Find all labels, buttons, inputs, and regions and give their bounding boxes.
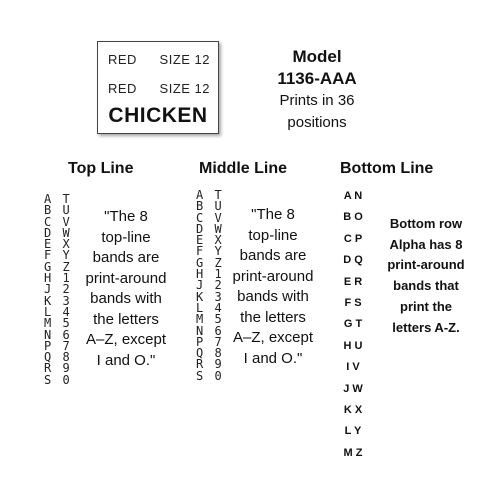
list-item: E X <box>44 237 72 252</box>
desc-line: "The 8 <box>251 206 295 223</box>
desc-line: print-around <box>387 257 465 273</box>
list-item: J 2 <box>196 278 224 293</box>
list-item: P 7 <box>44 338 72 353</box>
desc-line: A–Z, except <box>85 331 167 348</box>
desc-line: print-around <box>85 269 167 287</box>
list-item: J W <box>343 382 363 395</box>
desc-line: "The 8 <box>104 208 148 225</box>
label-line-2 <box>108 81 210 96</box>
top-line-description <box>66 207 186 371</box>
list-item: E X <box>196 233 224 248</box>
list-item: I V <box>346 361 360 374</box>
list-item: R 9 <box>44 361 72 376</box>
list-item: J 2 <box>44 282 72 297</box>
desc-line: bands with <box>237 288 309 305</box>
list-item: A T <box>44 192 72 206</box>
desc-line: I and O." <box>96 351 156 369</box>
list-item: E R <box>343 275 363 288</box>
list-item: M 5 <box>44 316 72 331</box>
bottom-line-heading: Bottom Line <box>340 160 434 177</box>
desc-line: the letters <box>93 310 159 328</box>
list-item: H 1 <box>44 271 72 286</box>
desc-line: bands are <box>239 247 307 264</box>
list-item: L Y <box>344 425 362 438</box>
list-item: M 5 <box>196 312 224 327</box>
top-line-heading: Top Line <box>68 160 134 177</box>
list-item: L 4 <box>196 300 224 315</box>
list-item: P 7 <box>196 334 224 349</box>
label-line-1-right: SIZE 12 <box>159 52 210 67</box>
list-item: D Q <box>343 254 363 267</box>
label-line-2-right: SIZE 12 <box>159 81 210 96</box>
label-line-1 <box>108 52 210 67</box>
desc-line: I and O." <box>243 349 303 367</box>
desc-line: bands with <box>90 290 162 307</box>
desc-line: bands that <box>393 278 459 294</box>
label-line-3: CHICKEN <box>108 104 208 127</box>
list-item: M Z <box>343 446 363 459</box>
label-line-2-left: RED <box>108 81 137 96</box>
list-item: N 6 <box>196 323 224 338</box>
list-item: C V <box>196 210 224 225</box>
desc-line: A–Z, except <box>232 329 314 346</box>
list-item: R 9 <box>196 357 224 372</box>
list-item: F S <box>344 296 362 309</box>
list-item: B U <box>44 203 72 218</box>
list-item: K 3 <box>44 293 72 308</box>
list-item: G T <box>343 318 363 331</box>
middle-line-heading: Middle Line <box>199 160 287 177</box>
desc-line: Bottom row <box>389 216 463 231</box>
list-item: B U <box>196 199 224 214</box>
desc-line: print-around <box>232 267 314 285</box>
model-title: Model <box>292 47 342 66</box>
label-line-1-left: RED <box>108 52 137 67</box>
list-item: G Z <box>44 259 72 274</box>
list-item: B O <box>343 211 363 224</box>
list-item: H 1 <box>196 267 224 282</box>
list-item: S 0 <box>44 372 72 387</box>
list-item: D W <box>44 225 72 240</box>
list-item: F Y <box>196 244 224 259</box>
list-item: K 3 <box>196 289 224 304</box>
list-item: S 0 <box>196 368 224 383</box>
list-item: D W <box>196 221 224 236</box>
desc-line: Alpha has 8 <box>389 236 463 252</box>
desc-line: print the <box>400 298 452 314</box>
list-item: C P <box>343 232 363 245</box>
list-item: K X <box>343 403 363 416</box>
desc-line: letters A-Z. <box>392 319 460 335</box>
desc-line: top-line <box>248 226 298 244</box>
desc-line: top-line <box>101 228 151 246</box>
model-line-1: Prints in 36 <box>279 92 355 109</box>
list-item: L 4 <box>44 304 72 319</box>
stamp-label-sample <box>97 41 219 134</box>
model-info <box>258 46 376 134</box>
list-item: H U <box>343 339 363 352</box>
list-item: C V <box>44 214 72 229</box>
list-item: F Y <box>44 248 72 263</box>
list-item: A N <box>343 190 363 202</box>
list-item: Q 8 <box>196 346 224 361</box>
middle-line-description <box>212 205 334 369</box>
desc-line: the letters <box>240 308 306 326</box>
list-item: N 6 <box>44 327 72 342</box>
list-item: G Z <box>196 255 224 270</box>
model-number: 1136-AAA <box>277 69 357 88</box>
list-item: Q 8 <box>44 350 72 365</box>
bottom-line-character-list <box>338 186 368 464</box>
desc-line: bands are <box>92 249 160 266</box>
list-item: A T <box>196 188 224 202</box>
bottom-line-description <box>376 214 476 338</box>
model-line-2: positions <box>287 114 347 131</box>
